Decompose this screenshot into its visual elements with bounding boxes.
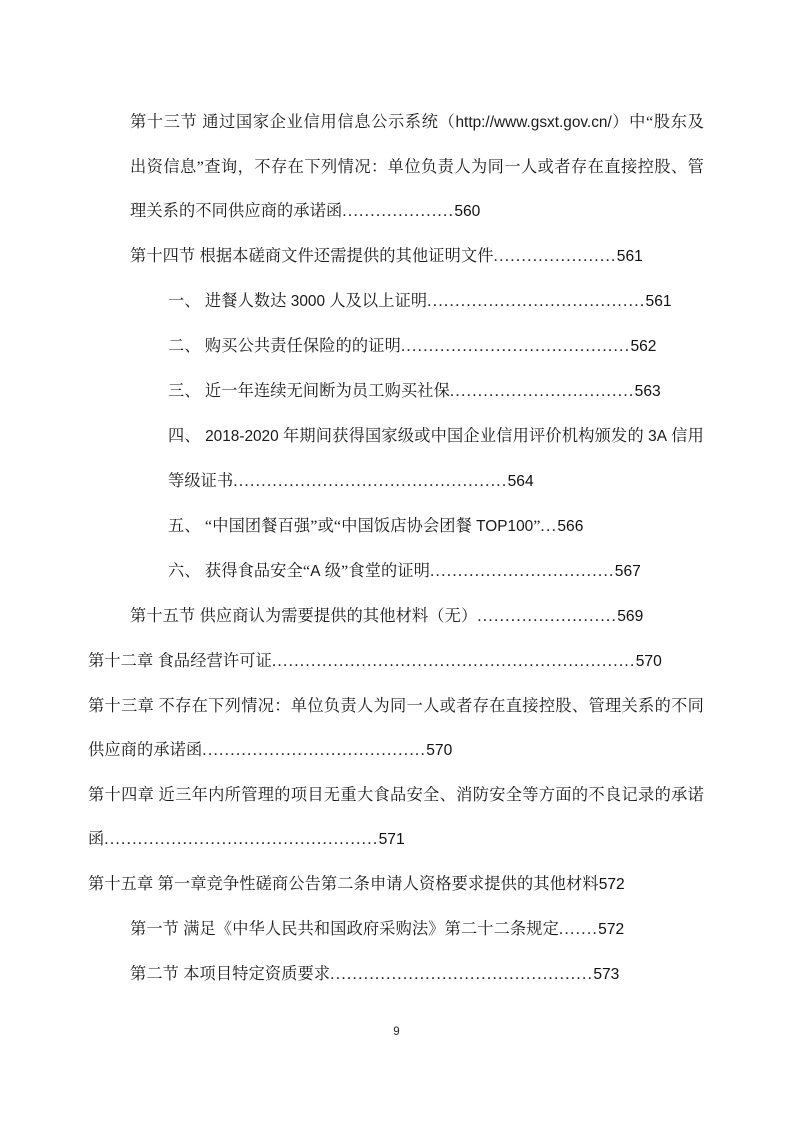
toc-entry-title: 满足《中华人民共和国政府采购法》第二十二条规定 — [183, 920, 559, 938]
toc-entry-title: 通过国家企业信用信息公示系统（http://www.gsxt.gov.cn/）中“股东及出资信息”查询，不存在下列情况：单位负责人为同一人或者存在直接控股、管理关系的不同供应商的承诺函 — [130, 113, 705, 220]
toc-entry-title: 2018-2020 年期间获得国家级或中国企业信用评价机构颁发的 3A 信用等级证书 — [168, 427, 704, 490]
toc-entry-page-number[interactable]: 573 — [593, 966, 620, 983]
toc-entry[interactable] — [130, 952, 704, 997]
toc-entry-page-number[interactable]: 561 — [616, 248, 643, 265]
toc-entry-page-number[interactable]: 566 — [557, 518, 584, 535]
toc-entry-title: 获得食品安全“A 级”食堂的证明 — [204, 562, 431, 580]
toc-entry-page-number[interactable]: 560 — [454, 203, 481, 220]
latin-run: 3000 — [290, 293, 326, 310]
toc-entry-label: 第十五节 — [130, 607, 196, 625]
toc-entry-title: 近一年连续无间断为员工购买社保 — [204, 382, 450, 400]
toc-entry-page-number[interactable]: 569 — [617, 608, 644, 625]
toc-entry[interactable] — [168, 369, 704, 414]
dot-leader: ....... — [558, 920, 599, 938]
toc-entry[interactable] — [88, 773, 704, 862]
toc-entry-label: 三、 — [168, 382, 201, 400]
latin-run: A — [310, 563, 321, 580]
toc-entry-label: 六、 — [168, 562, 201, 580]
latin-run: 2018-2020 — [205, 428, 279, 445]
dot-leader: ................................. — [449, 382, 635, 400]
toc-entry-title: 食品经营许可证 — [157, 652, 272, 670]
dot-leader: ......................... — [477, 607, 618, 625]
latin-run: http://www.gsxt.gov.cn/ — [455, 114, 612, 131]
toc-entry-title: 购买公共责任保险的的证明 — [204, 337, 401, 355]
page-footer — [0, 1026, 793, 1038]
dot-leader: ............................................... — [330, 965, 594, 983]
dot-leader: ....................................... — [427, 292, 646, 310]
toc-entry-title: 近三年内所管理的项目无重大食品安全、消防安全等方面的不良记录的承诺函 — [88, 786, 704, 848]
toc-entry-page-number[interactable]: 564 — [507, 473, 534, 490]
dot-leader: ................................................. — [104, 830, 379, 848]
toc-entry-label: 第一节 — [130, 920, 180, 938]
toc-entry-page-number[interactable]: 567 — [614, 563, 641, 580]
toc-entry[interactable] — [88, 639, 704, 684]
toc-entry-page-number[interactable]: 570 — [635, 653, 662, 670]
table-of-contents-list — [88, 100, 704, 997]
toc-entry-title: 供应商认为需要提供的其他材料（无） — [199, 607, 478, 625]
dot-leader: ......................................... — [400, 337, 631, 355]
toc-entry[interactable] — [168, 324, 704, 369]
page-number: 9 — [393, 1026, 400, 1038]
toc-entry[interactable] — [130, 907, 704, 952]
toc-entry[interactable] — [88, 684, 704, 773]
dot-leader: ................................................. — [233, 472, 508, 490]
dot-leader: ...................... — [493, 247, 617, 265]
toc-entry-label: 第二节 — [130, 965, 180, 983]
toc-entry[interactable] — [130, 234, 704, 279]
toc-entry-title: “中国团餐百强”或“中国饭店协会团餐 TOP100” — [204, 517, 541, 535]
toc-entry-page-number[interactable]: 562 — [630, 338, 657, 355]
toc-entry-page-number[interactable]: 572 — [598, 876, 625, 893]
dot-leader: .................... — [342, 202, 455, 220]
toc-entry-label: 第十二章 — [88, 652, 154, 670]
toc-entry[interactable] — [130, 594, 704, 639]
toc-entry[interactable] — [168, 279, 704, 324]
toc-entry-title: 根据本磋商文件还需提供的其他证明文件 — [199, 247, 494, 265]
dot-leader: ................................................................. — [271, 652, 636, 670]
toc-entry-label: 二、 — [168, 337, 201, 355]
toc-entry-title: 进餐人数达 3000 人及以上证明 — [204, 292, 428, 310]
latin-run: 3A — [648, 428, 667, 445]
dot-leader: ... — [540, 517, 558, 535]
toc-entry-page-number[interactable]: 563 — [634, 383, 661, 400]
toc-entry-page-number[interactable]: 572 — [598, 921, 625, 938]
toc-entry-page-number[interactable]: 570 — [426, 742, 453, 759]
toc-entry-title: 不存在下列情况：单位负责人为同一人或者存在直接控股、管理关系的不同供应商的承诺函 — [88, 697, 704, 759]
toc-entry[interactable] — [130, 100, 704, 234]
toc-entry[interactable] — [88, 862, 704, 907]
dot-leader: ........................................ — [202, 741, 427, 759]
toc-entry-label: 第十五章 — [88, 875, 154, 893]
latin-run: TOP100 — [476, 518, 534, 535]
toc-entry-label: 第十三节 — [130, 113, 198, 131]
toc-entry-label: 第十四节 — [130, 247, 196, 265]
toc-entry-label: 第十三章 — [88, 697, 155, 715]
toc-entry[interactable] — [168, 504, 704, 549]
dot-leader: ................................. — [430, 562, 615, 580]
toc-entry[interactable] — [168, 549, 704, 594]
toc-entry-label: 第十四章 — [88, 786, 155, 804]
toc-entry-label: 一、 — [168, 292, 201, 310]
toc-entry-title: 本项目特定资质要求 — [183, 965, 331, 983]
toc-entry-title: 第一章竞争性磋商公告第二条申请人资格要求提供的其他材料 — [157, 875, 599, 893]
toc-entry-page-number[interactable]: 561 — [645, 293, 672, 310]
toc-entry-label: 四、 — [168, 427, 201, 445]
toc-entry-page-number[interactable]: 571 — [378, 831, 405, 848]
toc-entry[interactable] — [168, 414, 704, 504]
toc-entry-label: 五、 — [168, 517, 201, 535]
